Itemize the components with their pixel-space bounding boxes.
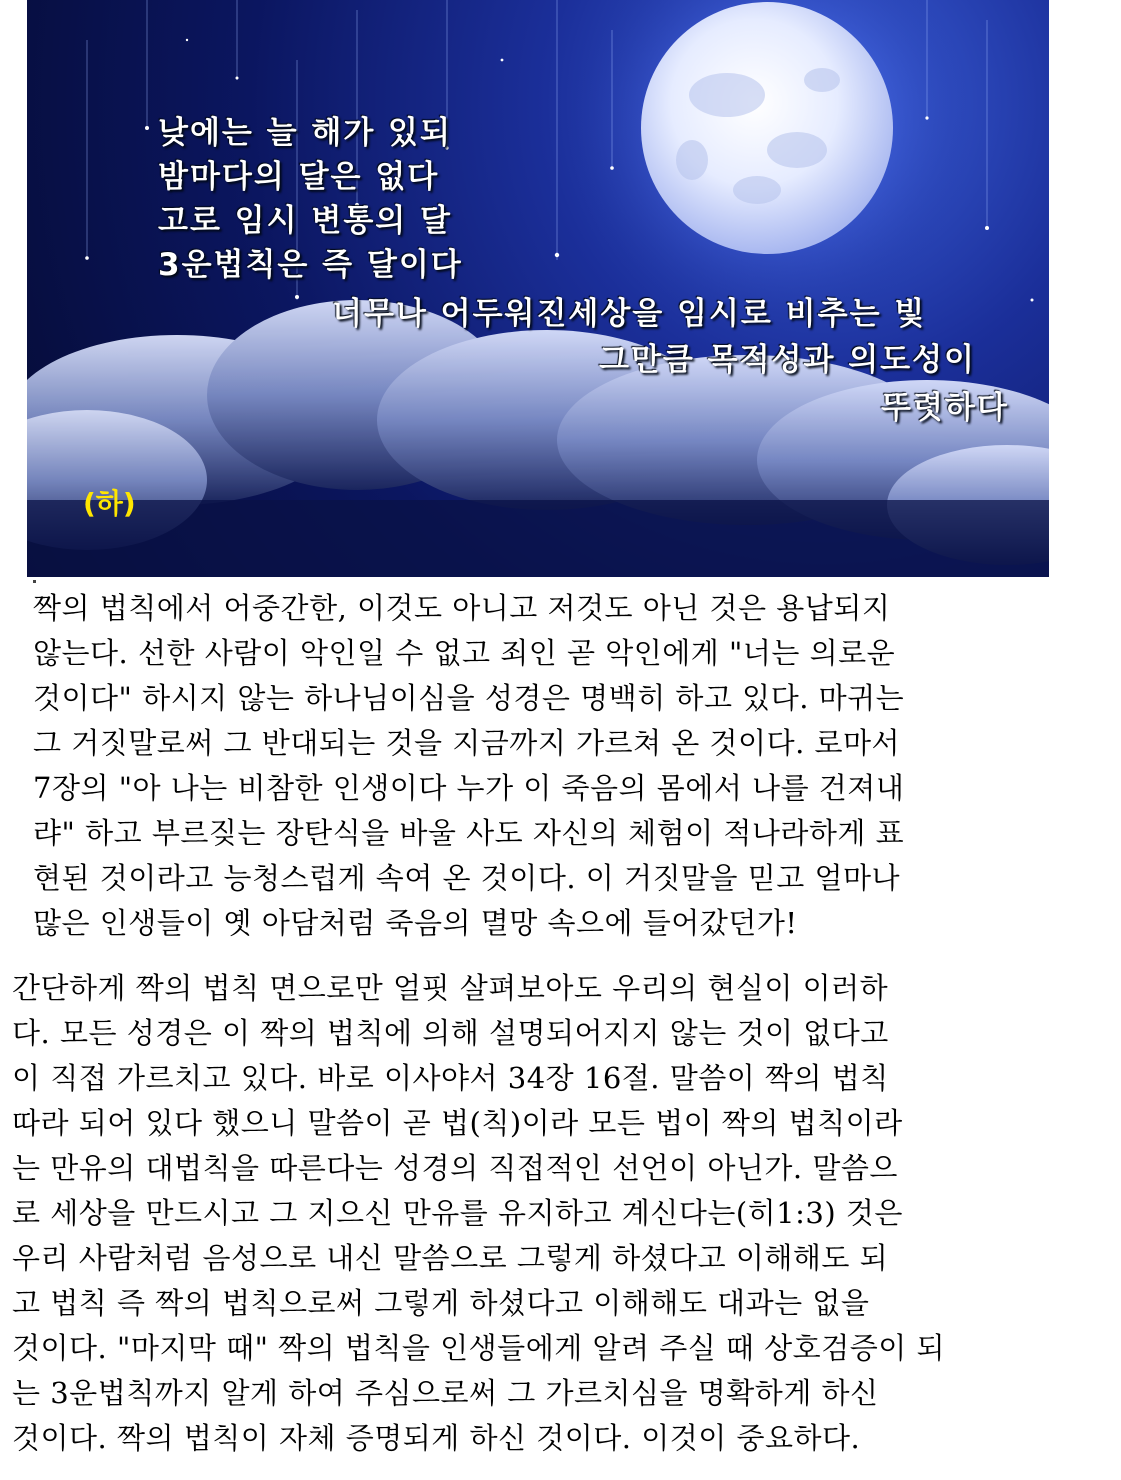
text-line: 로 세상을 만드시고 그 지으신 만유를 유지하고 계신다는(히1:3) 것은	[12, 1196, 903, 1230]
text-line: 는 3운법칙까지 알게 하여 주심으로써 그 가르치심을 명확하게 하신	[12, 1376, 879, 1410]
text-line: 않는다. 선한 사람이 악인일 수 없고 죄인 곧 악인에게 "너는 의로운	[33, 636, 896, 670]
text-line: 이 직접 가르치고 있다. 바로 이사야서 34장 16절. 말씀이 짝의 법칙	[12, 1061, 889, 1095]
cloud-shadow	[27, 500, 1049, 577]
poem-right-line-3: 뚜렷하다	[881, 390, 1009, 426]
paragraph-1	[33, 586, 904, 946]
full-moon	[641, 2, 893, 254]
text-line: 현된 것이라고 능청스럽게 속여 온 것이다. 이 거짓말을 믿고 얼마나	[33, 861, 901, 895]
divider-dot	[33, 580, 36, 583]
poem-line: 낮에는 늘 해가 있되	[158, 115, 452, 151]
poem-line: 밤마다의 달은 없다	[158, 159, 440, 195]
poem-right-line-1: 너무나 어두워진세상을 임시로 비추는 빛	[332, 296, 927, 332]
text-line: 것이다. 짝의 법칙이 자체 증명되게 하신 것이다. 이것이 중요하다.	[12, 1421, 861, 1455]
poem-line: 고로 임시 변통의 달	[158, 203, 452, 239]
text-line: 간단하게 짝의 법칙 면으로만 얼핏 살펴보아도 우리의 현실이 이러하	[12, 971, 889, 1005]
text-line: 따라 되어 있다 했으니 말씀이 곧 법(칙)이라 모든 법이 짝의 법칙이라	[12, 1106, 903, 1140]
text-line: 것이다" 하시지 않는 하나님이심을 성경은 명백히 하고 있다. 마귀는	[33, 681, 905, 715]
text-line: 7장의 "아 나는 비참한 인생이다 누가 이 죽음의 몸에서 나를 건져내	[33, 771, 905, 805]
text-line: 고 법칙 즉 짝의 법칙으로써 그렇게 하셨다고 이해해도 대과는 없을	[12, 1286, 870, 1320]
poem-right-line-2: 그만큼 목적성과 의도성이	[599, 342, 976, 378]
text-line: 랴" 하고 부르짖는 장탄식을 바울 사도 자신의 체험이 적나라하게 표	[33, 816, 905, 850]
text-line: 많은 인생들이 옛 아담처럼 죽음의 멸망 속으에 들어갔던가!	[33, 906, 798, 940]
paragraph-2	[12, 966, 945, 1461]
text-line: 그 거짓말로써 그 반대되는 것을 지금까지 가르쳐 온 것이다. 로마서	[33, 726, 901, 760]
poem-line: 3운법칙은 즉 달이다	[158, 247, 463, 283]
text-line: 는 만유의 대법칙을 따른다는 성경의 직접적인 선언이 아닌가. 말씀으	[12, 1151, 898, 1185]
text-line: 것이다. "마지막 때" 짝의 법칙을 인생들에게 알려 주실 때 상호검증이 되	[12, 1331, 945, 1365]
part-tag: (하)	[83, 487, 136, 520]
moon-night-banner	[27, 0, 1049, 577]
text-line: 다. 모든 성경은 이 짝의 법칙에 의해 설명되어지지 않는 것이 없다고	[12, 1016, 889, 1050]
text-line: 우리 사람처럼 음성으로 내신 말씀으로 그렇게 하셨다고 이해해도 되	[12, 1241, 889, 1275]
poem-left	[158, 111, 463, 287]
text-line: 짝의 법칙에서 어중간한, 이것도 아니고 저것도 아닌 것은 용납되지	[33, 591, 891, 625]
night-sky-illustration	[27, 0, 1049, 577]
